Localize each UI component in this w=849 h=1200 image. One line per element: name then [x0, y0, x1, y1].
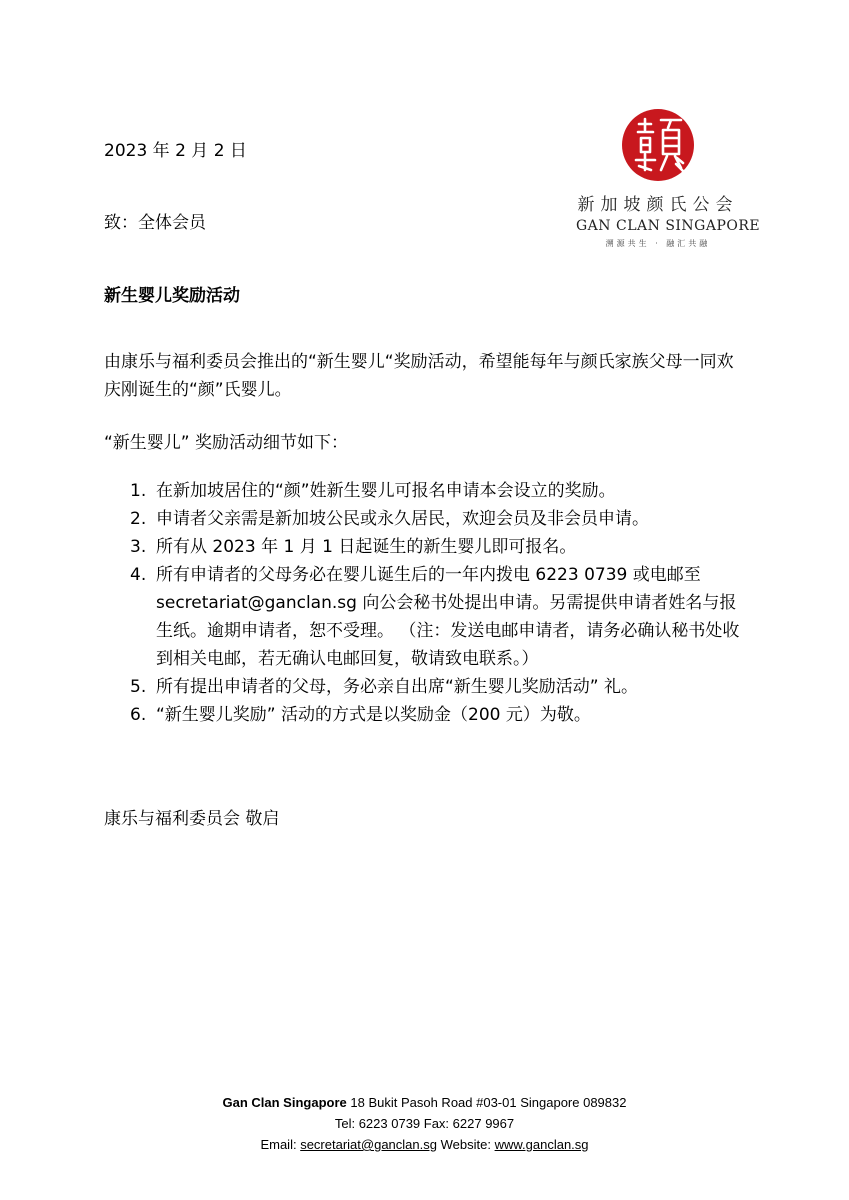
page-footer	[0, 1092, 849, 1155]
details-heading: “新生婴儿” 奖励活动细节如下：	[104, 433, 349, 453]
rule-number: 5.	[130, 677, 147, 697]
rules-list	[130, 477, 745, 729]
rule-text: 所有提出申请者的父母，务必亲自出席“新生婴儿奖励活动” 礼。	[156, 677, 639, 697]
rule-number: 1.	[130, 481, 147, 501]
footer-website-label: Website:	[440, 1137, 491, 1152]
list-item	[130, 533, 745, 561]
letterhead-motto: 溯源共生 · 融汇共融	[605, 239, 711, 248]
rule-text: 所有从 2023 年 1 月 1 日起诞生的新生婴儿即可报名。	[156, 537, 577, 557]
rule-text: 申请者父亲需是新加坡公民或永久居民，欢迎会员及非会员申请。	[156, 509, 649, 529]
footer-org-name: Gan Clan Singapore	[222, 1095, 347, 1110]
rule-number: 2.	[130, 509, 147, 529]
footer-email-label: Email:	[260, 1137, 297, 1152]
letterhead-logo	[576, 108, 761, 248]
letter-addressee: 致：全体会员	[104, 213, 206, 233]
clan-seal-icon	[621, 108, 695, 182]
letter-intro: 由康乐与福利委员会推出的“新生婴儿“奖励活动，希望能每年与颜氏家族父母一同欢庆刚诞生的“颜”氏婴儿。	[104, 352, 734, 400]
footer-contact-line	[0, 1134, 849, 1155]
rule-number: 6.	[130, 705, 147, 725]
letterhead-name-en: GAN CLAN SINGAPORE	[576, 218, 761, 234]
footer-email-link[interactable]: secretariat@ganclan.sg	[300, 1137, 437, 1152]
rule-text: 所有申请者的父母务必在婴儿诞生后的一年内拨电 6223 0739 或电邮至 secretariat@ganclan.sg 向公会秘书处提出申请。另需提供申请者姓名与报生纸。逾期申请者，恕不受理。 （注：发送电邮申请者，请务必确认秘书处收到相关电邮，若无确认电邮回复，敬请致电联系。）	[156, 565, 740, 669]
footer-address: 18 Bukit Pasoh Road #03-01 Singapore 089832	[350, 1095, 627, 1110]
letter-signoff: 康乐与福利委员会 敬启	[104, 809, 280, 829]
footer-phone-line: Tel: 6223 0739 Fax: 6227 9967	[334, 1116, 515, 1131]
footer-address-line	[0, 1092, 849, 1113]
list-item	[130, 505, 745, 533]
letter-subject: 新生婴儿奖励活动	[104, 286, 240, 306]
rule-number: 3.	[130, 537, 147, 557]
rule-number: 4.	[130, 565, 147, 585]
letterhead-name-zh: 新加坡颜氏公会	[577, 195, 739, 215]
list-item	[130, 701, 745, 729]
rule-text: “新生婴儿奖励” 活动的方式是以奖励金（200 元）为敬。	[156, 705, 591, 725]
footer-website-link[interactable]: www.ganclan.sg	[494, 1137, 589, 1152]
list-item	[130, 561, 745, 673]
list-item	[130, 477, 745, 505]
rule-text: 在新加坡居住的“颜”姓新生婴儿可报名申请本会设立的奖励。	[156, 481, 616, 501]
list-item	[130, 673, 745, 701]
letter-date: 2023 年 2 月 2 日	[104, 141, 247, 161]
